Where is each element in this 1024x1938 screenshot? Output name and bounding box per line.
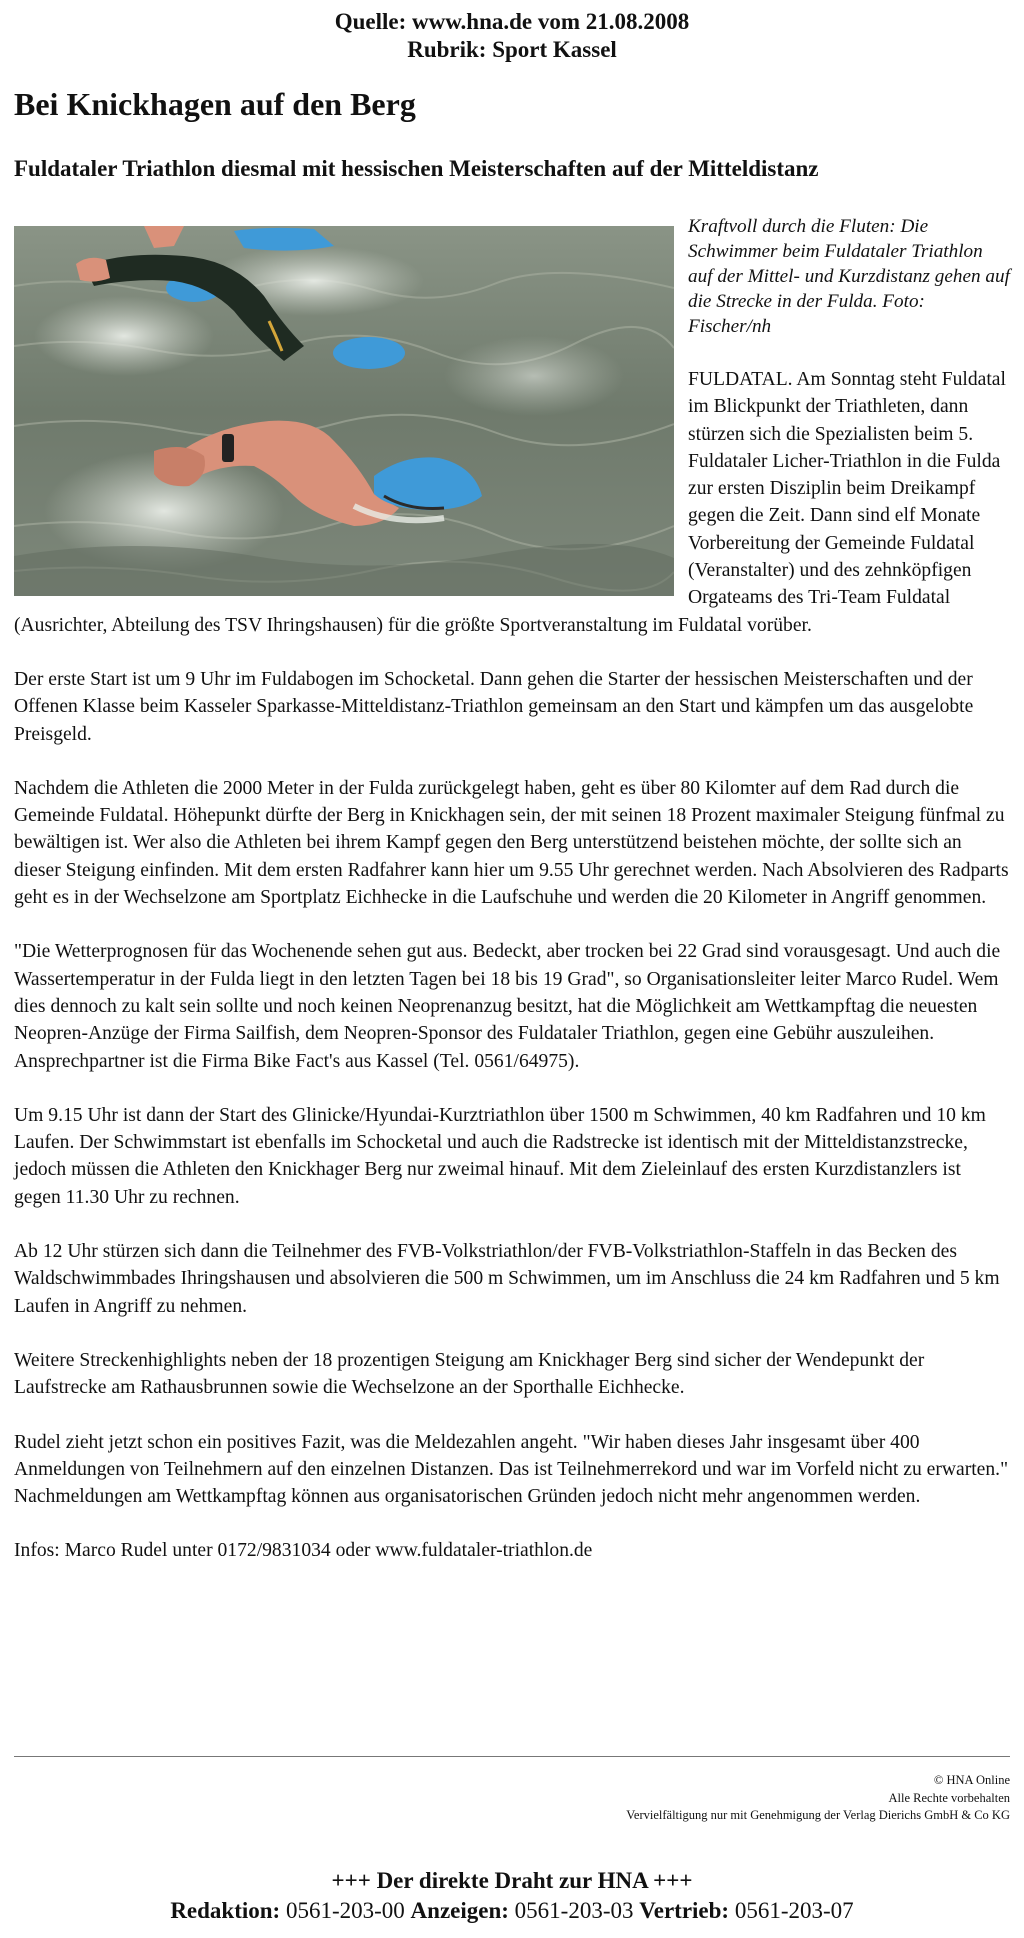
article-paragraph-3: Nachdem die Athleten die 2000 Meter in der Fulda zurückgelegt haben, geht es über 80 Kilomter auf dem Rad durch die Gemeinde Fuldatal. Höhepunkt dürfte der Berg in Knickhagen sein, der mit seinen 18 Prozent maximaler Steigung fünfmal zu bewältigen ist. Wer also die Athleten bei ihrem Kampf gegen den Berg unterstützend beistehen möchte, der sollte sich an dieser Steigung einfinden. Mit dem ersten Radfahrer kann hier um 9.55 Uhr gerechnet werden. Nach Absolvieren des Radparts geht es in der Wechselzone am Sportplatz Eichhecke in die Laufschuhe und werden die 20 Kilometer in Angriff genommen. (14, 777, 1009, 909)
rubric-line: Rubrik: Sport Kassel (407, 37, 617, 62)
article-subheadline: Fuldataler Triathlon diesmal mit hessischen Meisterschaften auf der Mitteldistanz (14, 156, 819, 181)
source-header (0, 8, 1024, 64)
copyright-line-2: Alle Rechte vorbehalten (888, 1790, 1010, 1805)
article-paragraph-4: "Die Wetterprognosen für das Wochenende sehen gut aus. Bedeckt, aber trocken bei 22 Grad sind vorausgesagt. Und auch die Wassertemperatur in der Fulda liegt in den letzten Tagen bei 18 bis 19 Grad", so Organisationsleiter leiter Marco Rudel. Wem dies dennoch zu kalt sein sollte und noch keinen Neoprenanzug besitzt, hat die Möglichkeit am Wettkampftag die neuesten Neopren-Anzüge der Firma Sailfish, dem Neopren-Sponsor des Fuldataler Triathlon, gegen eine Gebühr auszuleihen. Ansprechpartner ist die Firma Bike Fact's aus Kassel (Tel. 0561/64975). (14, 941, 1001, 1072)
redaktion-label: Redaktion: (170, 1898, 281, 1923)
source-line: Quelle: www.hna.de vom 21.08.2008 (334, 9, 690, 34)
article-paragraph-8: Rudel zieht jetzt schon ein positives Fazit, was die Meldezahlen angeht. "Wir haben dieses Jahr insgesamt über 400 Anmeldungen von Teilnehmern auf den einzelnen Distanzen. Das ist Teilnehmerrekord und war im Vorfeld nicht zu erwarten." Nachmeldungen am Wettkampftag können aus organisatorischen Gründen jedoch nicht mehr angenommen werden. (14, 1431, 1009, 1508)
swimmers-photo (14, 226, 674, 596)
vertrieb-label: Vertrieb: (639, 1898, 730, 1923)
article-paragraph-6: Ab 12 Uhr stürzen sich dann die Teilnehmer des FVB-Volkstriathlon/der FVB-Volkstriathlon-Staffeln in das Becken des Waldschwimmbades Ihringshausen und absolvieren die 500 m Schwimmen, um im Anschluss die 24 km Radfahren und 5 km Laufen in Angriff zu nehmen. (14, 1241, 1000, 1317)
article-paragraph-5: Um 9.15 Uhr ist dann der Start des Glinicke/Hyundai-Kurztriathlon über 1500 m Schwimmen, 40 km Radfahren und 10 km Laufen. Der Schwimmstart ist ebenfalls im Schocketal und auch die Radstrecke ist identisch mit der Mitteldistanzstrecke, jedoch müssen die Athleten den Knickhager Berg nur zweimal hinauf. Mit dem Zieleinlauf des ersten Kurzdistanzlers ist gegen 11.30 Uhr zu rechnen. (14, 1104, 986, 1208)
article-paragraph-1: FULDATAL. Am Sonntag steht Fuldatal im Blickpunkt der Triathleten, dann stürzen sich die Spezialisten beim 5. Fuldataler Licher-Triathlon in die Fulda zur ersten Disziplin beim Dreikampf gegen die Zeit. Dann sind elf Monate Vorbereitung der Gemeinde Fuldatal (Veranstalter) und des zehnköpfigen Orgateams des Tri-Team Fuldatal (Ausrichter, Abteilung des TSV Ihringshausen) für die größte Sportveranstaltung im Fuldatal vorüber. (14, 369, 1006, 636)
article-paragraph-7: Weitere Streckenhighlights neben der 18 prozentigen Steigung am Knickhager Berg sind sicher der Wendepunkt der Laufstrecke am Rathausbrunnen sowie die Wechselzone an der Sporthalle Eichhecke. (14, 1349, 925, 1399)
copyright-line-1: © HNA Online (933, 1773, 1010, 1787)
hna-hotline (0, 1866, 1024, 1926)
swimmers-photo-illustration (14, 226, 674, 596)
article-headline: Bei Knickhagen auf den Berg (14, 86, 416, 122)
article-info-line: Infos: Marco Rudel unter 0172/9831034 oder www.fuldataler-triathlon.de (14, 1540, 593, 1562)
footer-divider (14, 1756, 1010, 1757)
hotline-title: +++ Der direkte Draht zur HNA +++ (331, 1868, 693, 1893)
article-body (14, 214, 1012, 1592)
copyright-notice (626, 1772, 1010, 1825)
anzeigen-number: 0561-203-03 (514, 1898, 634, 1923)
article-paragraph-2: Der erste Start ist um 9 Uhr im Fuldabogen im Schocketal. Dann gehen die Starter der hessischen Meisterschaften und der Offenen Klasse beim Kasseler Sparkasse-Mitteldistanz-Triathlon gemeinsam an den Start und kämpfen um das ausgelobte Preisgeld. (14, 668, 974, 745)
anzeigen-label: Anzeigen: (410, 1898, 509, 1923)
photo-caption: Kraftvoll durch die Fluten: Die Schwimmer beim Fuldataler Triathlon auf der Mittel- und Kurzdistanz gehen auf die Strecke in der Fulda. Foto: Fischer/nh (688, 216, 1010, 337)
copyright-line-3: Vervielfältigung nur mit Genehmigung der Verlag Dierichs GmbH & Co KG (626, 1808, 1010, 1822)
redaktion-number: 0561-203-00 (285, 1898, 405, 1923)
vertrieb-number: 0561-203-07 (734, 1898, 854, 1923)
hotline-numbers (0, 1896, 1024, 1926)
